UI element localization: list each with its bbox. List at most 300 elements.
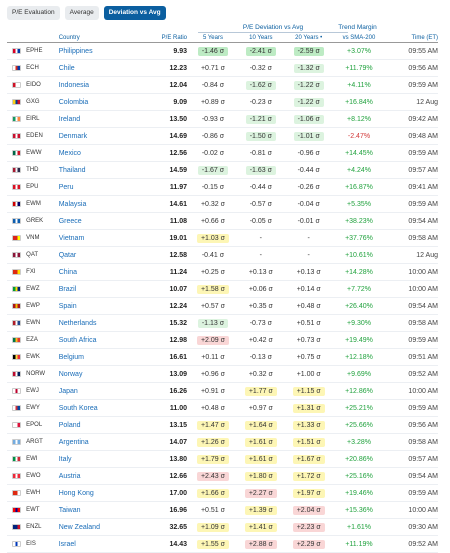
trend-margin-cell: +3.28% bbox=[347, 438, 371, 446]
country-link[interactable]: Belgium bbox=[58, 353, 85, 361]
trend-margin-cell: +9.30% bbox=[347, 319, 371, 327]
time-cell: 09:52 AM bbox=[408, 540, 438, 548]
deviation-10y-cell bbox=[237, 387, 285, 396]
deviation-5y-cell bbox=[189, 98, 237, 107]
deviation-10y-value: -2.41 σ bbox=[246, 47, 276, 56]
deviation-10y-cell bbox=[237, 115, 285, 124]
deviation-10y-cell bbox=[237, 183, 285, 192]
deviation-5y-cell bbox=[189, 132, 237, 141]
trend-margin-cell: +10.61% bbox=[345, 251, 373, 259]
table-row bbox=[7, 94, 438, 111]
table-row bbox=[7, 162, 438, 179]
flag-cell bbox=[7, 371, 26, 377]
pe-ratio-cell: 13.15 bbox=[169, 421, 188, 429]
deviation-5y-cell bbox=[189, 472, 237, 481]
deviation-5y-cell bbox=[189, 540, 237, 549]
deviation-20y-cell bbox=[285, 506, 333, 515]
deviation-20y-value: +1.00 σ bbox=[296, 370, 321, 378]
deviation-5y-cell bbox=[189, 387, 237, 396]
deviation-5y-value: +0.51 σ bbox=[200, 506, 225, 514]
pe-ratio-column-header[interactable]: P/E Ratio bbox=[161, 34, 188, 41]
deviation-10y-cell bbox=[237, 149, 285, 158]
deviation-10y-value: +1.77 σ bbox=[245, 387, 277, 396]
flag-cell bbox=[7, 252, 26, 258]
ticker-cell: EIS bbox=[26, 541, 36, 547]
deviation-20y-value: -0.44 σ bbox=[297, 166, 320, 174]
country-link[interactable]: Austria bbox=[58, 472, 81, 480]
flag-cell bbox=[7, 167, 26, 173]
deviation-10y-value: +1.41 σ bbox=[245, 523, 277, 532]
deviation-10y-cell bbox=[237, 353, 285, 362]
deviation-10y-value: +1.39 σ bbox=[245, 506, 277, 515]
deviation-5y-value: -0.15 σ bbox=[201, 183, 225, 191]
deviation-5y-cell bbox=[189, 353, 237, 362]
deviation-10y-cell bbox=[237, 472, 285, 481]
deviation-20y-value: -1.06 σ bbox=[294, 115, 324, 124]
country-link[interactable]: Ireland bbox=[58, 115, 81, 123]
time-cell: 09:59 AM bbox=[408, 489, 438, 497]
time-cell: 09:54 AM bbox=[408, 302, 438, 310]
country-link[interactable]: Norway bbox=[58, 370, 83, 378]
ticker-cell: EWK bbox=[26, 354, 40, 360]
deviation-20y-cell bbox=[285, 200, 333, 209]
deviation-10y-value: -0.23 σ bbox=[249, 98, 272, 106]
flag-cell bbox=[7, 507, 26, 513]
deviation-10y-cell bbox=[237, 64, 285, 73]
deviation-20y-value: +2.23 σ bbox=[293, 523, 325, 532]
country-link[interactable]: South Africa bbox=[58, 336, 97, 344]
country-flag-icon bbox=[12, 218, 21, 224]
table-row bbox=[7, 400, 438, 417]
country-flag-icon bbox=[12, 354, 21, 360]
pe-ratio-cell: 16.26 bbox=[169, 387, 188, 395]
trend-margin-cell: +19.49% bbox=[345, 336, 373, 344]
pe-ratio-cell: 12.56 bbox=[169, 149, 188, 157]
deviation-20y-value: -0.04 σ bbox=[297, 200, 320, 208]
deviation-10y-cell bbox=[237, 200, 285, 209]
time-cell: 12 Aug bbox=[416, 251, 438, 259]
deviation-10y-cell bbox=[237, 489, 285, 498]
country-link[interactable]: Chile bbox=[58, 64, 75, 72]
flag-cell bbox=[7, 48, 26, 54]
ticker-cell: EWT bbox=[26, 507, 40, 513]
country-link[interactable]: China bbox=[58, 268, 78, 276]
deviation-5y-cell bbox=[189, 370, 237, 379]
trend-margin-cell: +37.76% bbox=[345, 234, 373, 242]
deviation-5y-value: +2.43 σ bbox=[197, 472, 229, 481]
time-cell: 09:59 AM bbox=[408, 404, 438, 412]
country-link[interactable]: Indonesia bbox=[58, 81, 90, 89]
vs-sma-column-header[interactable]: vs SMA-200 bbox=[342, 34, 376, 41]
deviation-10y-cell bbox=[237, 506, 285, 515]
deviation-20y-cell bbox=[285, 523, 333, 532]
deviation-10y-cell bbox=[237, 81, 285, 90]
deviation-10y-value: - bbox=[259, 251, 263, 259]
time-cell: 12 Aug bbox=[416, 98, 438, 106]
tab-deviation-vs-avg[interactable]: Deviation vs Avg bbox=[104, 6, 166, 20]
deviation-10y-value: +1.64 σ bbox=[245, 421, 277, 430]
table-row bbox=[7, 264, 438, 281]
flag-cell bbox=[7, 490, 26, 496]
ticker-cell: EIRL bbox=[26, 116, 40, 122]
table-row bbox=[7, 196, 438, 213]
deviation-20y-cell bbox=[285, 455, 333, 464]
deviation-10y-value: - bbox=[259, 234, 263, 242]
flag-cell bbox=[7, 422, 26, 428]
country-flag-icon bbox=[12, 150, 21, 156]
country-flag-icon bbox=[12, 116, 21, 122]
ticker-cell: EWN bbox=[26, 320, 41, 326]
deviation-20y-cell bbox=[285, 404, 333, 413]
deviation-20y-cell bbox=[285, 268, 333, 277]
country-flag-icon bbox=[12, 456, 21, 462]
deviation-5y-value: +1.79 σ bbox=[197, 455, 229, 464]
ticker-cell: QAT bbox=[26, 252, 39, 258]
country-link[interactable]: Poland bbox=[58, 421, 81, 429]
pe-ratio-cell: 19.01 bbox=[169, 234, 188, 242]
deviation-5y-value: -0.41 σ bbox=[201, 251, 225, 259]
country-link[interactable]: Vietnam bbox=[58, 234, 85, 242]
ticker-cell: EIDO bbox=[26, 82, 41, 88]
country-flag-icon bbox=[12, 65, 21, 71]
tab-p-e-evaluation[interactable]: P/E Evaluation bbox=[7, 6, 60, 20]
deviation-5y-cell bbox=[189, 217, 237, 226]
ticker-cell: EWO bbox=[26, 473, 41, 479]
deviation-20y-cell bbox=[285, 149, 333, 158]
deviation-10y-value: +1.80 σ bbox=[245, 472, 277, 481]
flag-cell bbox=[7, 184, 26, 190]
time-cell: 09:57 AM bbox=[408, 166, 438, 174]
trend-margin-cell: +26.40% bbox=[345, 302, 373, 310]
country-flag-icon bbox=[12, 541, 21, 547]
country-flag-icon bbox=[12, 405, 21, 411]
table-row bbox=[7, 128, 438, 145]
deviation-10y-value: +1.61 σ bbox=[245, 438, 277, 447]
country-link[interactable]: Peru bbox=[58, 183, 74, 191]
deviation-5y-cell bbox=[189, 200, 237, 209]
deviation-10y-value: +0.97 σ bbox=[248, 404, 273, 412]
deviation-5y-cell bbox=[189, 47, 237, 56]
ticker-cell: ECH bbox=[26, 65, 39, 71]
flag-cell bbox=[7, 320, 26, 326]
trend-margin-group-header: Trend Margin bbox=[338, 24, 377, 31]
deviation-5y-value: +1.58 σ bbox=[197, 285, 229, 294]
trend-margin-cell: +25.66% bbox=[345, 421, 373, 429]
deviation-20y-value: - bbox=[307, 251, 310, 259]
country-flag-icon bbox=[12, 286, 21, 292]
pe-ratio-cell: 11.00 bbox=[169, 404, 188, 412]
pe-deviation-group-header: P/E Deviation vs Avg bbox=[198, 23, 348, 33]
table-row bbox=[7, 451, 438, 468]
country-flag-icon bbox=[12, 388, 21, 394]
deviation-20y-value: +0.13 σ bbox=[296, 268, 321, 276]
deviation-5y-value: +0.91 σ bbox=[200, 387, 225, 395]
time-cell: 09:42 AM bbox=[408, 115, 438, 123]
deviation-5y-cell bbox=[189, 285, 237, 294]
table-row bbox=[7, 332, 438, 349]
ticker-cell: EWZ bbox=[26, 286, 40, 292]
deviation-5y-cell bbox=[189, 234, 237, 243]
deviation-10y-value: -1.50 σ bbox=[246, 132, 276, 141]
deviation-20y-cell bbox=[285, 540, 333, 549]
ticker-cell: GXG bbox=[26, 99, 40, 105]
deviation-5y-cell bbox=[189, 81, 237, 90]
country-flag-icon bbox=[12, 507, 21, 513]
pe-ratio-cell: 13.50 bbox=[169, 115, 188, 123]
deviation-5y-value: +1.09 σ bbox=[197, 523, 229, 532]
ticker-cell: EWH bbox=[26, 490, 41, 496]
country-flag-icon bbox=[12, 99, 21, 105]
country-flag-icon bbox=[12, 490, 21, 496]
flag-cell bbox=[7, 337, 26, 343]
country-flag-icon bbox=[12, 524, 21, 530]
country-link[interactable]: Denmark bbox=[58, 132, 88, 140]
deviation-5y-value: -0.93 σ bbox=[201, 115, 225, 123]
country-link[interactable]: Mexico bbox=[58, 149, 81, 157]
deviation-5y-value: +0.32 σ bbox=[200, 200, 225, 208]
ticker-cell: EDEN bbox=[26, 133, 43, 139]
deviation-20y-value: +1.67 σ bbox=[293, 455, 325, 464]
country-link[interactable]: Japan bbox=[58, 387, 78, 395]
country-link[interactable]: New Zealand bbox=[58, 523, 100, 531]
time-cell: 09:54 AM bbox=[408, 217, 438, 225]
flag-cell bbox=[7, 286, 26, 292]
trend-margin-cell: +9.69% bbox=[347, 370, 371, 378]
trend-margin-cell: +8.12% bbox=[347, 115, 371, 123]
time-cell: 10:00 AM bbox=[408, 268, 438, 276]
country-link[interactable]: Taiwan bbox=[58, 506, 81, 514]
time-cell: 09:52 AM bbox=[408, 370, 438, 378]
deviation-5y-cell bbox=[189, 149, 237, 158]
country-link[interactable]: Israel bbox=[58, 540, 76, 548]
deviation-20y-value: -0.26 σ bbox=[297, 183, 320, 191]
country-link[interactable]: Netherlands bbox=[58, 319, 97, 327]
deviation-20y-cell bbox=[285, 489, 333, 498]
table-row bbox=[7, 349, 438, 366]
table-row bbox=[7, 145, 438, 162]
deviation-5y-cell bbox=[189, 166, 237, 175]
country-link[interactable]: Philippines bbox=[58, 47, 93, 55]
deviation-10y-value: +1.61 σ bbox=[245, 455, 277, 464]
tab-average[interactable]: Average bbox=[65, 6, 99, 20]
flag-cell bbox=[7, 388, 26, 394]
deviation-5y-cell bbox=[189, 455, 237, 464]
deviation-10y-cell bbox=[237, 302, 285, 311]
deviation-10y-cell bbox=[237, 319, 285, 328]
deviation-20y-cell bbox=[285, 81, 333, 90]
deviation-20y-cell bbox=[285, 234, 333, 243]
trend-margin-cell: +12.86% bbox=[345, 387, 373, 395]
pe-ratio-cell: 16.61 bbox=[169, 353, 188, 361]
trend-margin-cell: +16.87% bbox=[345, 183, 373, 191]
table-row bbox=[7, 485, 438, 502]
deviation-20y-cell bbox=[285, 302, 333, 311]
country-link[interactable]: Italy bbox=[58, 455, 72, 463]
ticker-cell: EWP bbox=[26, 303, 40, 309]
country-link[interactable]: South Korea bbox=[58, 404, 98, 412]
deviation-20y-value: -2.59 σ bbox=[294, 47, 324, 56]
deviation-20y-value: -1.22 σ bbox=[294, 98, 324, 107]
ticker-cell: EWW bbox=[26, 150, 42, 156]
deviation-5y-cell bbox=[189, 115, 237, 124]
country-link[interactable]: Argentina bbox=[58, 438, 89, 446]
country-column-header[interactable]: Country bbox=[58, 34, 80, 41]
deviation-20y-value: +2.29 σ bbox=[293, 540, 325, 549]
deviation-20y-value: - bbox=[307, 234, 310, 242]
deviation-5y-cell bbox=[189, 523, 237, 532]
deviation-20y-value: +1.15 σ bbox=[293, 387, 325, 396]
trend-margin-cell: +25.21% bbox=[345, 404, 373, 412]
deviation-5y-value: +0.57 σ bbox=[200, 302, 225, 310]
deviation-10y-cell bbox=[237, 404, 285, 413]
table-row bbox=[7, 179, 438, 196]
country-link[interactable]: Greece bbox=[58, 217, 82, 225]
deviation-10y-value: -0.57 σ bbox=[249, 200, 272, 208]
time-cell: 09:41 AM bbox=[408, 183, 438, 191]
view-tabs bbox=[7, 6, 166, 20]
time-cell: 10:00 AM bbox=[408, 285, 438, 293]
pe-ratio-cell: 14.43 bbox=[169, 540, 188, 548]
deviation-5y-value: +0.11 σ bbox=[201, 353, 225, 361]
deviation-10y-value: +0.42 σ bbox=[248, 336, 273, 344]
trend-margin-cell: +25.16% bbox=[345, 472, 373, 480]
deviation-10y-cell bbox=[237, 98, 285, 107]
ticker-cell: EPHE bbox=[26, 48, 43, 54]
country-link[interactable]: Hong Kong bbox=[58, 489, 94, 497]
deviation-5y-cell bbox=[189, 404, 237, 413]
ten-years-column-header[interactable]: 10 Years bbox=[249, 34, 273, 41]
trend-margin-cell: +38.23% bbox=[345, 217, 373, 225]
deviation-20y-cell bbox=[285, 166, 333, 175]
deviation-10y-value: -0.73 σ bbox=[249, 319, 272, 327]
deviation-10y-value: +0.32 σ bbox=[248, 370, 273, 378]
deviation-20y-value: -1.22 σ bbox=[294, 81, 324, 90]
deviation-5y-cell bbox=[189, 183, 237, 192]
deviation-20y-cell bbox=[285, 47, 333, 56]
deviation-10y-value: -0.13 σ bbox=[249, 353, 272, 361]
pe-ratio-cell: 14.59 bbox=[169, 166, 188, 174]
deviation-5y-value: -0.86 σ bbox=[201, 132, 225, 140]
deviation-20y-value: +0.48 σ bbox=[296, 302, 321, 310]
flag-cell bbox=[7, 201, 26, 207]
deviation-10y-value: -0.81 σ bbox=[249, 149, 272, 157]
deviation-10y-cell bbox=[237, 234, 285, 243]
deviation-10y-cell bbox=[237, 132, 285, 141]
deviation-20y-value: +0.14 σ bbox=[296, 285, 321, 293]
deviation-10y-cell bbox=[237, 47, 285, 56]
deviation-5y-cell bbox=[189, 438, 237, 447]
country-link[interactable]: Thailand bbox=[58, 166, 86, 174]
table-row bbox=[7, 434, 438, 451]
deviation-20y-cell bbox=[285, 64, 333, 73]
five-years-column-header[interactable]: 5 Years bbox=[202, 34, 223, 41]
ticker-cell: FXI bbox=[26, 269, 36, 275]
time-cell: 09:54 AM bbox=[408, 472, 438, 480]
table-row bbox=[7, 519, 438, 536]
time-cell: 09:59 AM bbox=[408, 81, 438, 89]
ticker-cell: EWY bbox=[26, 405, 40, 411]
flag-cell bbox=[7, 99, 26, 105]
table-row bbox=[7, 247, 438, 264]
deviation-10y-value: +2.27 σ bbox=[245, 489, 277, 498]
time-cell: 09:59 AM bbox=[408, 149, 438, 157]
deviation-10y-cell bbox=[237, 285, 285, 294]
country-flag-icon bbox=[12, 252, 21, 258]
deviation-20y-cell bbox=[285, 217, 333, 226]
deviation-5y-value: +0.96 σ bbox=[200, 370, 225, 378]
time-cell: 09:56 AM bbox=[408, 421, 438, 429]
pe-ratio-cell: 9.09 bbox=[173, 98, 188, 106]
trend-margin-cell: +12.18% bbox=[345, 353, 373, 361]
deviation-20y-cell bbox=[285, 353, 333, 362]
table-row bbox=[7, 383, 438, 400]
table-row bbox=[7, 230, 438, 247]
ticker-cell: EWM bbox=[26, 201, 41, 207]
twenty-years-column-header[interactable] bbox=[285, 35, 333, 41]
ticker-cell: ENZL bbox=[26, 524, 42, 530]
deviation-10y-cell bbox=[237, 455, 285, 464]
ticker-cell: GREK bbox=[26, 218, 44, 224]
country-link[interactable]: Spain bbox=[58, 302, 77, 310]
pe-ratio-cell: 11.97 bbox=[169, 183, 188, 191]
table-body bbox=[7, 43, 438, 553]
deviation-20y-value: +1.51 σ bbox=[293, 438, 325, 447]
table-row bbox=[7, 213, 438, 230]
table-row bbox=[7, 502, 438, 519]
flag-cell bbox=[7, 473, 26, 479]
country-link[interactable]: Colombia bbox=[58, 98, 89, 106]
ticker-cell: VNM bbox=[26, 235, 40, 241]
flag-cell bbox=[7, 439, 26, 445]
pe-ratio-cell: 16.96 bbox=[169, 506, 188, 514]
deviation-5y-value: +1.26 σ bbox=[197, 438, 229, 447]
country-link[interactable]: Malaysia bbox=[58, 200, 87, 208]
deviation-10y-value: +0.06 σ bbox=[248, 285, 273, 293]
time-cell: 09:56 AM bbox=[408, 64, 438, 72]
trend-margin-cell: +11.79% bbox=[345, 64, 373, 72]
deviation-5y-cell bbox=[189, 64, 237, 73]
flag-cell bbox=[7, 541, 26, 547]
deviation-10y-cell bbox=[237, 523, 285, 532]
deviation-10y-value: -0.32 σ bbox=[249, 64, 272, 72]
deviation-20y-value: +0.51 σ bbox=[296, 319, 321, 327]
deviation-20y-cell bbox=[285, 251, 333, 260]
country-flag-icon bbox=[12, 269, 21, 275]
table-column-header bbox=[7, 33, 438, 43]
trend-margin-cell: +5.35% bbox=[347, 200, 371, 208]
ticker-cell: NORW bbox=[26, 371, 46, 377]
table-row bbox=[7, 417, 438, 434]
deviation-10y-value: +0.13 σ bbox=[248, 268, 273, 276]
deviation-20y-cell bbox=[285, 319, 333, 328]
time-cell: 09:55 AM bbox=[408, 47, 438, 55]
deviation-20y-cell bbox=[285, 336, 333, 345]
deviation-20y-value: +2.04 σ bbox=[293, 506, 325, 515]
deviation-5y-value: +0.25 σ bbox=[200, 268, 225, 276]
time-cell: 09:51 AM bbox=[408, 353, 438, 361]
trend-margin-cell: +3.07% bbox=[347, 47, 371, 55]
time-column-header[interactable]: Time (ET) bbox=[411, 34, 438, 41]
deviation-5y-cell bbox=[189, 506, 237, 515]
table-row bbox=[7, 43, 438, 60]
deviation-20y-cell bbox=[285, 421, 333, 430]
deviation-5y-value: +2.09 σ bbox=[197, 336, 229, 345]
country-link[interactable]: Brazil bbox=[58, 285, 77, 293]
pe-ratio-cell: 13.09 bbox=[169, 370, 188, 378]
trend-margin-cell: +7.72% bbox=[347, 285, 371, 293]
country-link[interactable]: Qatar bbox=[58, 251, 77, 259]
time-cell: 10:00 AM bbox=[408, 506, 438, 514]
